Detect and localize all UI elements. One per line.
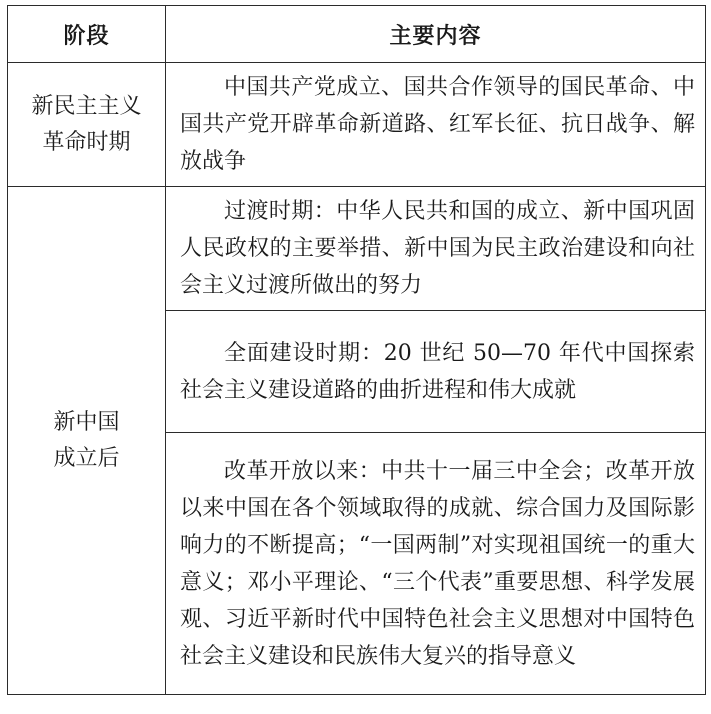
history-periods-table bbox=[7, 5, 706, 695]
stage-new-democratic-revolution bbox=[8, 63, 166, 187]
stage-label: 新中国 成立后 bbox=[53, 409, 120, 471]
header-stage: 阶段 bbox=[8, 6, 166, 63]
stage-label: 新民主主义 革命时期 bbox=[31, 93, 142, 155]
content-cell: 中国共产党成立、国共合作领导的国民革命、中国共产党开辟革命新道路、红军长征、抗日战争、解放战争 bbox=[166, 63, 706, 187]
table-row bbox=[8, 63, 706, 187]
content-cell: 改革开放以来：中共十一届三中全会；改革开放以来中国在各个领域取得的成就、综合国力及国际影响力的不断提高；“一国两制”对实现祖国统一的重大意义；邓小平理论、“三个代表”重要思想、科学发展观、习近平新时代中国特色社会主义思想对中国特色社会主义建设和民族伟大复兴的指导意义 bbox=[166, 433, 706, 695]
content-cell: 过渡时期：中华人民共和国的成立、新中国巩固人民政权的主要举措、新中国为民主政治建设和向社会主义过渡所做出的努力 bbox=[166, 187, 706, 311]
header-content: 主要内容 bbox=[166, 6, 706, 63]
table-header-row bbox=[8, 6, 706, 63]
content-cell: 全面建设时期：20 世纪 50—70 年代中国探索社会主义建设道路的曲折进程和伟大成就 bbox=[166, 311, 706, 433]
stage-after-prc-founding bbox=[8, 187, 166, 695]
table-row bbox=[8, 187, 706, 311]
